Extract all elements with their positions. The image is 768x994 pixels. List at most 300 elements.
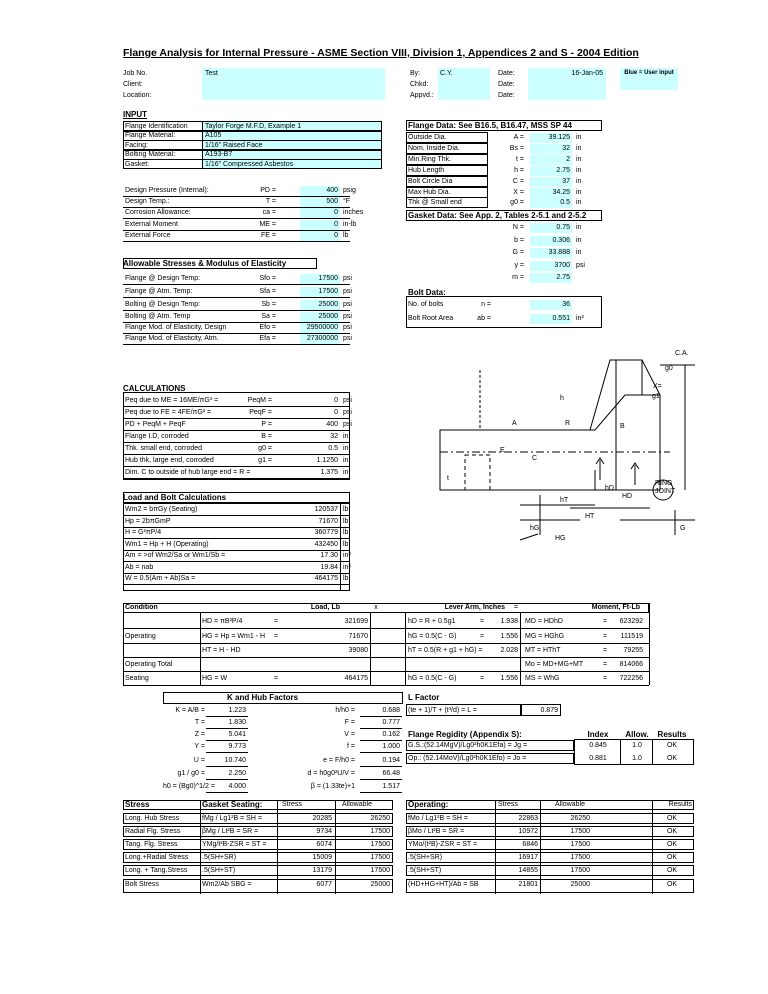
load-bolt-label: Wm1 = Hp + H (Operating)	[125, 540, 209, 548]
stress-op-formula: YMo/(t²B)-ZSR = ST =	[408, 841, 478, 848]
allowable-unit: psi	[343, 287, 352, 295]
load-bolt-label: Hp = 2bπGmP	[125, 517, 171, 525]
by-label: By:	[410, 70, 421, 77]
calc-symbol: g0 =	[258, 445, 272, 452]
stress-seat-allow: 26250	[370, 815, 390, 822]
calc-label: Peq due to ME = 16ME/πG³ =	[125, 397, 219, 404]
stress-col-name: Stress	[125, 800, 150, 809]
moment-arm-formula: hG = 0.5(C - G)	[408, 633, 457, 640]
load-unit: lb	[343, 231, 349, 239]
rule-line	[360, 792, 402, 793]
input-row-value: Taylor Forge M.F.D, Example 1	[205, 122, 302, 130]
gasket-heading-box	[406, 210, 602, 221]
rule-line	[123, 657, 649, 658]
gasket-data-heading: Gasket Data: See App. 2, Tables 2-5.1 and 2-5.2	[408, 211, 587, 220]
rigidity-col-allow: Allow.	[625, 730, 649, 739]
flange-data-unit: in	[576, 177, 582, 185]
moment-eq: =	[274, 618, 279, 625]
moment-eq: =	[274, 675, 279, 682]
rigidity-formula: Op.: (52.14MoV)/Lg0²h0K1Efo) = Jo =	[408, 755, 527, 762]
label-ring-joint: RING	[655, 480, 673, 487]
calc-unit: in	[343, 457, 349, 464]
moment-formula: MD = HDhD	[525, 618, 563, 625]
rigidity-col-results: Results	[657, 730, 687, 739]
flange-data-value: 37	[562, 177, 570, 185]
rule-line	[277, 800, 278, 894]
label-h: h	[560, 395, 564, 402]
flange-data-value: 32	[562, 144, 570, 152]
job-no-label: Job No.	[123, 70, 148, 77]
allowable-symbol: Sfo =	[259, 275, 276, 282]
header-input-cell	[202, 68, 385, 100]
hub-factor-value: 0.777	[382, 719, 400, 726]
rule-line	[206, 716, 248, 717]
allowable-value: 17500	[318, 275, 338, 282]
label-c: C	[532, 455, 538, 462]
stress-op-value: 6846	[522, 841, 538, 848]
gasket-symbol: N =	[512, 224, 524, 231]
allowable-symbol: Sb =	[261, 300, 276, 308]
load-symbol: PD =	[260, 187, 276, 194]
load-bolt-unit: in²	[343, 563, 351, 571]
k-factor-value: 2.250	[228, 770, 246, 777]
load-bolt-value: 464175	[314, 575, 338, 582]
bolt-unit: in²	[576, 314, 584, 322]
flange-data-symbol: C =	[512, 177, 524, 185]
bolt-label: No. of bolts	[408, 301, 444, 308]
label-hd: hD	[605, 485, 614, 492]
rule-line	[123, 603, 124, 685]
stress-op-formula: .5(SH+SR)	[408, 854, 443, 861]
rule-line	[206, 740, 248, 741]
stress-op-allow: 17500	[570, 841, 590, 848]
load-bolt-value: 120537	[314, 506, 338, 513]
moment-eq: =	[603, 618, 608, 625]
gasket-symbol: m =	[512, 274, 524, 281]
label-HD: HD	[622, 493, 633, 500]
load-unit: psig	[343, 187, 356, 194]
label-t: t	[447, 475, 449, 482]
stress-seat-value: 6074	[316, 841, 332, 848]
gasket-unit: in	[576, 236, 582, 244]
input-row-label: Gasket:	[125, 160, 150, 168]
load-bolt-unit: lb	[343, 517, 349, 525]
stress-op-allow: 26250	[570, 815, 590, 822]
label-hg: hG	[530, 525, 540, 532]
moments-header-load: Load, Lb	[310, 604, 340, 611]
allowable-label: Flange Mod. of Elasticity, Design	[125, 324, 227, 331]
stress-result: OK	[666, 867, 678, 874]
stress-col-stress: Stress	[498, 801, 518, 808]
rule-line	[206, 728, 248, 729]
stress-op-value: 21801	[518, 881, 538, 888]
stress-op-formula: βMo / Lt²B = SR =	[408, 828, 465, 835]
moment-value: 79255	[623, 647, 643, 654]
hub-factor-value: 0.162	[382, 731, 400, 738]
hub-factor-symbol: d = h0g0²U/V =	[307, 770, 355, 777]
calc-label: PD + PeqM + PeqF	[125, 421, 186, 428]
moment-eq: =	[480, 618, 485, 625]
location-label: Location:	[123, 92, 152, 99]
moment-value: 623292	[619, 618, 643, 625]
label-ca: C.A.	[675, 350, 689, 357]
flange-data-unit: in	[576, 199, 582, 207]
flange-data-heading-box	[406, 120, 602, 131]
hub-factor-value: 0.194	[382, 757, 400, 764]
load-label: Design Temp.:	[125, 198, 170, 206]
rigidity-allow: 1.0	[632, 742, 642, 749]
rigidity-result: OK	[666, 742, 678, 749]
calc-unit: in	[343, 433, 349, 440]
moment-arm: 2.028	[500, 647, 518, 654]
flange-data-label: Hub Length	[408, 166, 445, 174]
rigidity-result: OK	[666, 755, 678, 762]
rule-line	[123, 310, 350, 311]
flange-data-label: Thk @ Small end	[408, 199, 462, 207]
calculations-heading: CALCULATIONS	[123, 384, 186, 393]
calc-unit: psi	[343, 397, 352, 404]
hub-factor-symbol: f =	[347, 743, 355, 750]
stress-name: Tang. Flg. Stress	[125, 841, 178, 848]
rule-line	[123, 344, 350, 345]
rule-line	[206, 752, 248, 753]
input-row-value: 1/16" Raised Face	[205, 141, 263, 149]
rigidity-index: 0.881	[589, 755, 607, 762]
moment-eq: =	[603, 675, 608, 682]
allowable-symbol: Efo =	[259, 324, 276, 331]
flange-data-value: 0.5	[560, 199, 570, 207]
load-symbol: FE =	[261, 231, 276, 239]
moment-value: 814066	[619, 661, 643, 668]
load-bolt-unit: lb	[343, 529, 349, 536]
label-ht: hT	[560, 497, 569, 504]
allowable-value: 17500	[318, 287, 338, 295]
flange-data-value: 34.25	[552, 188, 570, 196]
moment-formula: MS = WhG	[525, 675, 560, 682]
flange-data-symbol: X =	[513, 188, 524, 196]
moment-eq: =	[603, 647, 608, 654]
stress-op-formula: (HD+HG+HT)/Ab = SB	[408, 881, 479, 888]
stress-op-allow: 17500	[570, 828, 590, 835]
allowable-value: 25000	[318, 313, 338, 321]
label-g: G	[680, 525, 686, 532]
hub-factor-symbol: V =	[344, 731, 355, 738]
label-x: X=	[653, 383, 662, 390]
hub-factor-value: 0.688	[382, 707, 400, 714]
bolt-data-heading: Bolt Data:	[408, 288, 446, 297]
load-label: Design Pressure (Internal):	[125, 187, 209, 194]
bolt-symbol: n =	[481, 301, 491, 308]
load-label: Corrosion Allowance:	[125, 209, 191, 217]
load-bolt-box	[123, 503, 350, 591]
stress-result: OK	[666, 828, 678, 835]
load-bolt-value: 71670	[318, 517, 338, 525]
allowable-label: Bolting @ Atm. Temp	[125, 313, 191, 321]
rule-line	[123, 671, 649, 672]
label-HG: HG	[555, 535, 566, 542]
calc-unit: in	[343, 469, 349, 476]
l-factor-formula: (te + 1)/T + (t³/d) = L =	[408, 707, 477, 714]
stress-seat-formula: YMg/t²B-ZSR = ST =	[202, 841, 267, 848]
rule-line	[123, 643, 649, 644]
hub-factor-value: 66.48	[382, 770, 400, 777]
stress-result: OK	[666, 854, 678, 861]
stress-col-stress: Stress	[282, 801, 302, 808]
stress-seat-value: 6077	[316, 881, 332, 888]
load-bolt-unit: in²	[343, 552, 351, 559]
rule-line	[360, 752, 402, 753]
flange-data-heading: Flange Data: See B16.5, B16.47, MSS SP 44	[408, 121, 572, 130]
rule-line	[340, 503, 341, 591]
rule-line	[206, 766, 248, 767]
rule-line	[200, 800, 201, 894]
load-bolt-value: 17.30	[320, 552, 338, 559]
rule-line	[540, 800, 541, 894]
stress-result: OK	[666, 881, 678, 888]
k-factor-value: 4.000	[228, 783, 246, 790]
rule-line	[652, 739, 653, 765]
load-bolt-unit: lb	[343, 540, 349, 548]
calc-label: Hub thk, large end, corroded	[125, 457, 214, 464]
page-title: Flange Analysis for Internal Pressure - ASME Section VIII, Division 1, Appendices 2 and S - 2004 Edition	[123, 47, 639, 59]
stress-seat-allow: 17500	[370, 867, 390, 874]
k-factor-symbol: K = A/B =	[175, 707, 205, 714]
moment-condition: Seating	[125, 675, 149, 682]
flange-data-value: 2	[566, 155, 570, 163]
client-label: Client:	[123, 81, 143, 88]
job-no-value: Test	[205, 70, 218, 77]
allowable-unit: psi	[343, 300, 352, 308]
load-symbol: ca =	[262, 209, 276, 217]
moment-arm: 1.556	[500, 675, 518, 682]
rigidity-values-box	[574, 739, 694, 765]
moments-header-moment: Moment, Ft-Lb	[591, 604, 640, 611]
rule-line	[652, 800, 653, 894]
k-factor-value: 1.223	[228, 707, 246, 714]
hub-factor-symbol: β = (1.33te)+1	[310, 783, 355, 790]
allowable-symbol: Sa =	[261, 313, 276, 321]
allowable-unit: psi	[343, 334, 352, 342]
chkd-label: Chkd:	[410, 81, 429, 88]
gasket-unit: in	[576, 249, 582, 256]
stress-col-allow: Allowable	[555, 801, 585, 808]
rule-line	[200, 613, 201, 685]
input-row-value: A105	[205, 132, 222, 140]
l-factor-value: 0.879	[540, 707, 558, 714]
moment-eq: =	[603, 661, 608, 668]
moment-load: 39080	[348, 647, 368, 654]
allowables-heading: Allowable Stresses & Modulus of Elasticity	[123, 259, 287, 268]
flange-data-label: Nom. Inside Dia.	[408, 144, 460, 152]
label-g1: g1	[652, 393, 660, 400]
rule-line	[360, 779, 402, 780]
calc-value: 0	[334, 397, 338, 404]
load-bolt-label: Wm2 = bπGy (Seating)	[125, 506, 198, 513]
stress-op-value: 10972	[518, 828, 538, 835]
k-factor-symbol: T =	[194, 719, 205, 726]
label-a: A	[512, 420, 517, 427]
load-value: 0	[334, 220, 338, 228]
load-unit: in-lb	[343, 220, 357, 228]
rule-line	[123, 628, 649, 629]
calc-value: 400	[326, 421, 338, 428]
moments-header-x: x	[374, 604, 378, 611]
blue-user-input-note: Blue = User input	[620, 68, 678, 90]
stress-col-allow: Allowable	[342, 801, 372, 808]
load-symbol: T =	[265, 198, 276, 206]
gasket-symbol: y =	[514, 261, 524, 269]
hub-factor-symbol: F =	[344, 719, 355, 726]
stress-seat-formula: Wm2/Ab SBG =	[202, 881, 252, 888]
load-symbol: ME =	[259, 220, 276, 228]
stress-op-value: 22863	[518, 815, 538, 822]
allowable-label: Bolting @ Design Temp:	[125, 300, 201, 308]
date-label: Date:	[498, 92, 515, 99]
allowable-unit: psi	[343, 324, 352, 331]
stress-op-allow: 17500	[570, 854, 590, 861]
input-row-label: Flange Identification	[125, 122, 188, 130]
allowable-unit: psi	[343, 275, 352, 282]
gasket-value: 0.306	[552, 236, 570, 244]
moment-arm-formula: hT = 0.5(R + g1 + hG) =	[408, 647, 483, 654]
moment-arm: 1.556	[500, 633, 518, 640]
input-row-label: Bolting Material:	[125, 151, 176, 159]
load-bolt-label: H = G²πP/4	[125, 529, 162, 536]
label-HT: HT	[585, 513, 595, 520]
allowable-value: 25000	[318, 300, 338, 308]
label-ring-joint: JOINT	[655, 488, 676, 495]
moment-load-formula: HG = Hp = Wm1 - H	[202, 633, 266, 640]
rule-line	[360, 766, 402, 767]
load-bolt-unit: lb	[343, 506, 349, 513]
k-factor-symbol: h0 = (Bg0)^1/2 =	[163, 783, 215, 790]
stress-name: Bolt Stress	[125, 881, 159, 888]
rule-line	[123, 241, 350, 242]
moment-load-formula: HT = H - HD	[202, 647, 241, 654]
hub-factor-symbol: h/h0 =	[335, 707, 355, 714]
allowable-value: 29500000	[306, 324, 338, 331]
calc-value: 1.375	[320, 469, 338, 476]
stress-seat-allow: 25000	[370, 881, 390, 888]
gasket-value: 0.75	[556, 224, 570, 231]
rule-line	[335, 800, 336, 894]
load-bolt-unit: lb	[343, 575, 349, 582]
stress-result: OK	[666, 815, 678, 822]
flange-data-symbol: h =	[514, 166, 524, 174]
calc-symbol: P =	[261, 421, 272, 428]
flange-data-label: Min.Ring Thk.	[408, 155, 452, 163]
stress-op-value: 16917	[518, 854, 538, 861]
moments-header-arm: Lever Arm, Inches	[444, 604, 505, 611]
flange-data-unit: in	[576, 144, 582, 152]
stress-op-allow: 25000	[570, 881, 590, 888]
load-value: 0	[334, 209, 338, 217]
calc-label: Flange I.D, corroded	[125, 433, 189, 440]
moment-eq: =	[274, 633, 279, 640]
moment-value: 111519	[620, 633, 643, 640]
allowables-heading-box	[123, 258, 317, 269]
moment-value: 722256	[619, 675, 643, 682]
moment-formula: MG = HGhG	[525, 633, 565, 640]
stress-seat-formula: fMg / Lg1²B = SH =	[202, 815, 262, 822]
stress-op-formula: .5(SH+ST)	[408, 867, 442, 874]
moment-load-formula: HD = πB²P/4	[202, 618, 243, 625]
hub-factor-value: 1.000	[382, 743, 400, 750]
flange-data-label: Max Hub Dia.	[408, 188, 451, 196]
flange-data-unit: in	[576, 188, 582, 196]
allowable-label: Flange Mod. of Elasticity, Atm.	[125, 334, 219, 342]
rule-line	[123, 284, 350, 285]
flange-data-label: Bolt Circle Dia	[408, 177, 453, 185]
gasket-unit: psi	[576, 261, 585, 269]
allowable-value: 27300000	[306, 334, 338, 342]
label-g0: g0	[665, 365, 673, 372]
date-label: Date:	[498, 81, 515, 88]
moment-load: 321699	[344, 618, 368, 625]
k-factor-symbol: Y =	[194, 743, 205, 750]
rigidity-index: 0.845	[589, 742, 607, 749]
input-value-cell	[202, 131, 382, 141]
bolt-symbol: ab =	[477, 314, 491, 322]
stress-col-operating: Operating:	[408, 800, 449, 809]
date-value: 16-Jan-05	[571, 70, 603, 77]
stress-op-allow: 17500	[570, 867, 590, 874]
k-hub-heading: K and Hub Factors	[227, 693, 299, 702]
label-r: R	[565, 420, 571, 427]
calculations-box	[123, 392, 350, 480]
load-bolt-heading-box	[123, 492, 350, 503]
load-bolt-value: 360779	[314, 529, 338, 536]
load-value: 400	[326, 187, 338, 194]
input-row-value: 1/16" Compressed Asbestos	[205, 160, 294, 168]
load-bolt-value: 432450	[314, 540, 338, 548]
allowable-symbol: Efa =	[259, 334, 276, 342]
moment-arm: 1.938	[500, 618, 518, 625]
rigidity-allow: 1.0	[632, 755, 642, 762]
moment-eq: =	[480, 675, 485, 682]
calc-label: Thk. small end, corroded	[125, 445, 203, 452]
gasket-symbol: G =	[512, 249, 524, 256]
calc-value: 32	[330, 433, 338, 440]
k-factor-symbol: U =	[193, 757, 205, 764]
hub-factor-value: 1.517	[382, 783, 400, 790]
gasket-value: 3700	[554, 261, 570, 269]
moment-eq: =	[480, 633, 485, 640]
load-unit: inches	[343, 209, 364, 217]
flange-section-diagram	[420, 340, 720, 555]
stress-seat-allow: 17500	[370, 854, 390, 861]
flange-data-label: Outside Dia.	[408, 134, 447, 141]
calc-value: 0.5	[328, 445, 338, 452]
stress-op-formula: fMo / Lg1²B = SH =	[408, 815, 468, 822]
stress-seat-value: 20285	[312, 815, 332, 822]
stress-col-seating: Gasket Seating:	[202, 800, 263, 809]
bolt-label: Bolt Root Area	[408, 314, 454, 322]
stress-seat-value: 9734	[316, 828, 332, 835]
stress-op-value: 14855	[518, 867, 538, 874]
load-label: External Force	[125, 231, 171, 239]
stress-seat-value: 15009	[312, 854, 332, 861]
stress-seat-allow: 17500	[370, 841, 390, 848]
load-bolt-label: W = 0.5(Am + Ab)Sa =	[125, 575, 196, 582]
rule-line	[520, 613, 521, 685]
bolt-value: 0.551	[552, 314, 570, 322]
label-e: E	[500, 447, 505, 454]
bolt-value: 36	[562, 301, 570, 308]
rigidity-heading: Flange Regidity (Appendix S):	[408, 730, 522, 739]
calc-label: Peq due to FE = 4FE/πG² =	[125, 409, 212, 416]
appvd-label: Appvd.:	[410, 92, 434, 99]
